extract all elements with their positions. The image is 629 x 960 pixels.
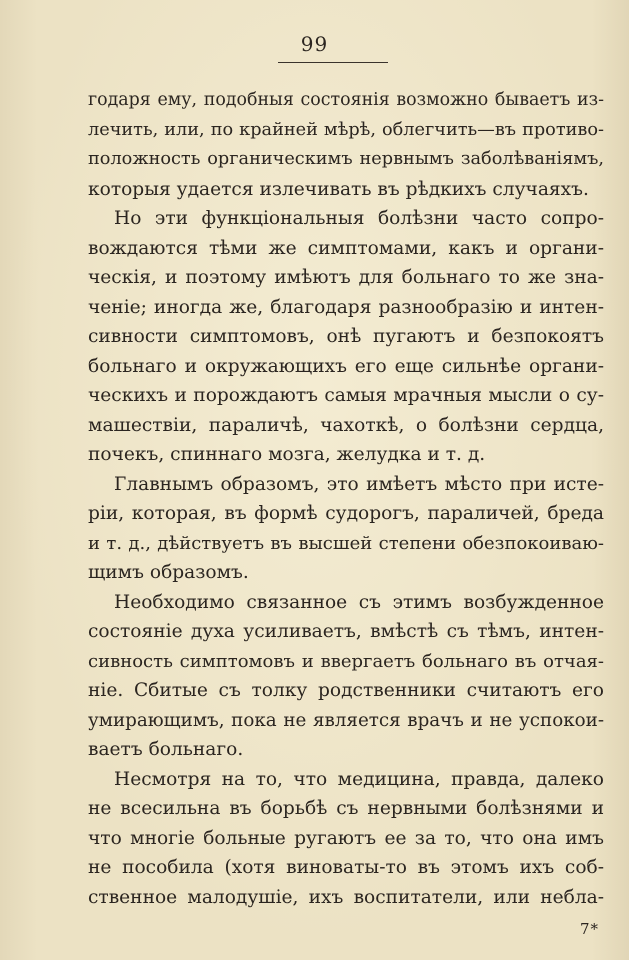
text-line: Несмотря на то, что медицина, правда, далеко xyxy=(114,768,604,790)
text-line: ченіе; иногда же, благодаря разнообразію и интен- xyxy=(88,296,604,318)
text-line: почекъ, спиннаго мозга, желудка и т. д. xyxy=(88,444,486,465)
text-line: больнаго и окружающихъ его еще сильнѣе органи- xyxy=(88,355,604,377)
text-line: умирающимъ, пока не является врачъ и не успокои- xyxy=(88,709,604,731)
body-text xyxy=(88,86,604,912)
text-line: ственное малодушіе, ихъ воспитатели, или небла- xyxy=(88,886,604,908)
text-line: Необходимо связанное съ этимъ возбужденное xyxy=(114,591,604,613)
text-line: годаря ему, подобныя состоянія возможно бываетъ из- xyxy=(88,90,604,110)
text-line: лечить, или, по крайней мѣрѣ, облегчить—въ противо- xyxy=(88,119,604,140)
text-line: ваетъ больнаго. xyxy=(88,739,244,760)
text-line: щимъ образомъ. xyxy=(88,562,249,583)
text-line: ніе. Сбитые съ толку родственники считаютъ его xyxy=(88,680,604,701)
text-line: вождаются тѣми же симптомами, какъ и органи- xyxy=(88,237,604,259)
header-rule xyxy=(278,62,388,63)
text-line: что многіе больные ругаютъ ее за то, что она имъ xyxy=(88,827,604,849)
text-line: которыя удается излечивать въ рѣдкихъ случаяхъ. xyxy=(88,178,589,200)
text-line: Но эти функціональныя болѣзни часто сопро- xyxy=(114,208,604,229)
page-number: 99 xyxy=(300,32,329,56)
text-line: не всесильна въ борьбѣ съ нервными болѣзнями и xyxy=(88,798,604,819)
text-line: не пособила (хотя виноваты-то въ этомъ ихъ соб- xyxy=(88,857,604,878)
text-line: ческія, и поэтому имѣютъ для больнаго то же зна- xyxy=(88,267,604,288)
signature-mark: 7* xyxy=(579,920,599,938)
text-line: Главнымъ образомъ, это имѣетъ мѣсто при исте- xyxy=(114,473,604,495)
text-line: состояніе духа усиливаетъ, вмѣстѣ съ тѣмъ, интен- xyxy=(88,621,604,642)
text-line: и т. д., дѣйствуетъ въ высшей степени обезпокоиваю- xyxy=(88,532,604,554)
text-line: машествіи, параличѣ, чахоткѣ, о болѣзни сердца, xyxy=(88,414,604,436)
text-line: сивность симптомовъ и ввергаетъ больнаго въ отчая- xyxy=(88,650,604,672)
text-line: ріи, которая, въ формѣ судорогъ, параличей, бреда xyxy=(88,503,604,524)
text-line: ческихъ и порождаютъ самыя мрачныя мысли о су- xyxy=(88,385,604,406)
text-line: сивности симптомовъ, онѣ пугаютъ и безпокоятъ xyxy=(88,326,604,347)
text-line: положность органическимъ нервнымъ заболѣваніямъ, xyxy=(88,149,604,169)
